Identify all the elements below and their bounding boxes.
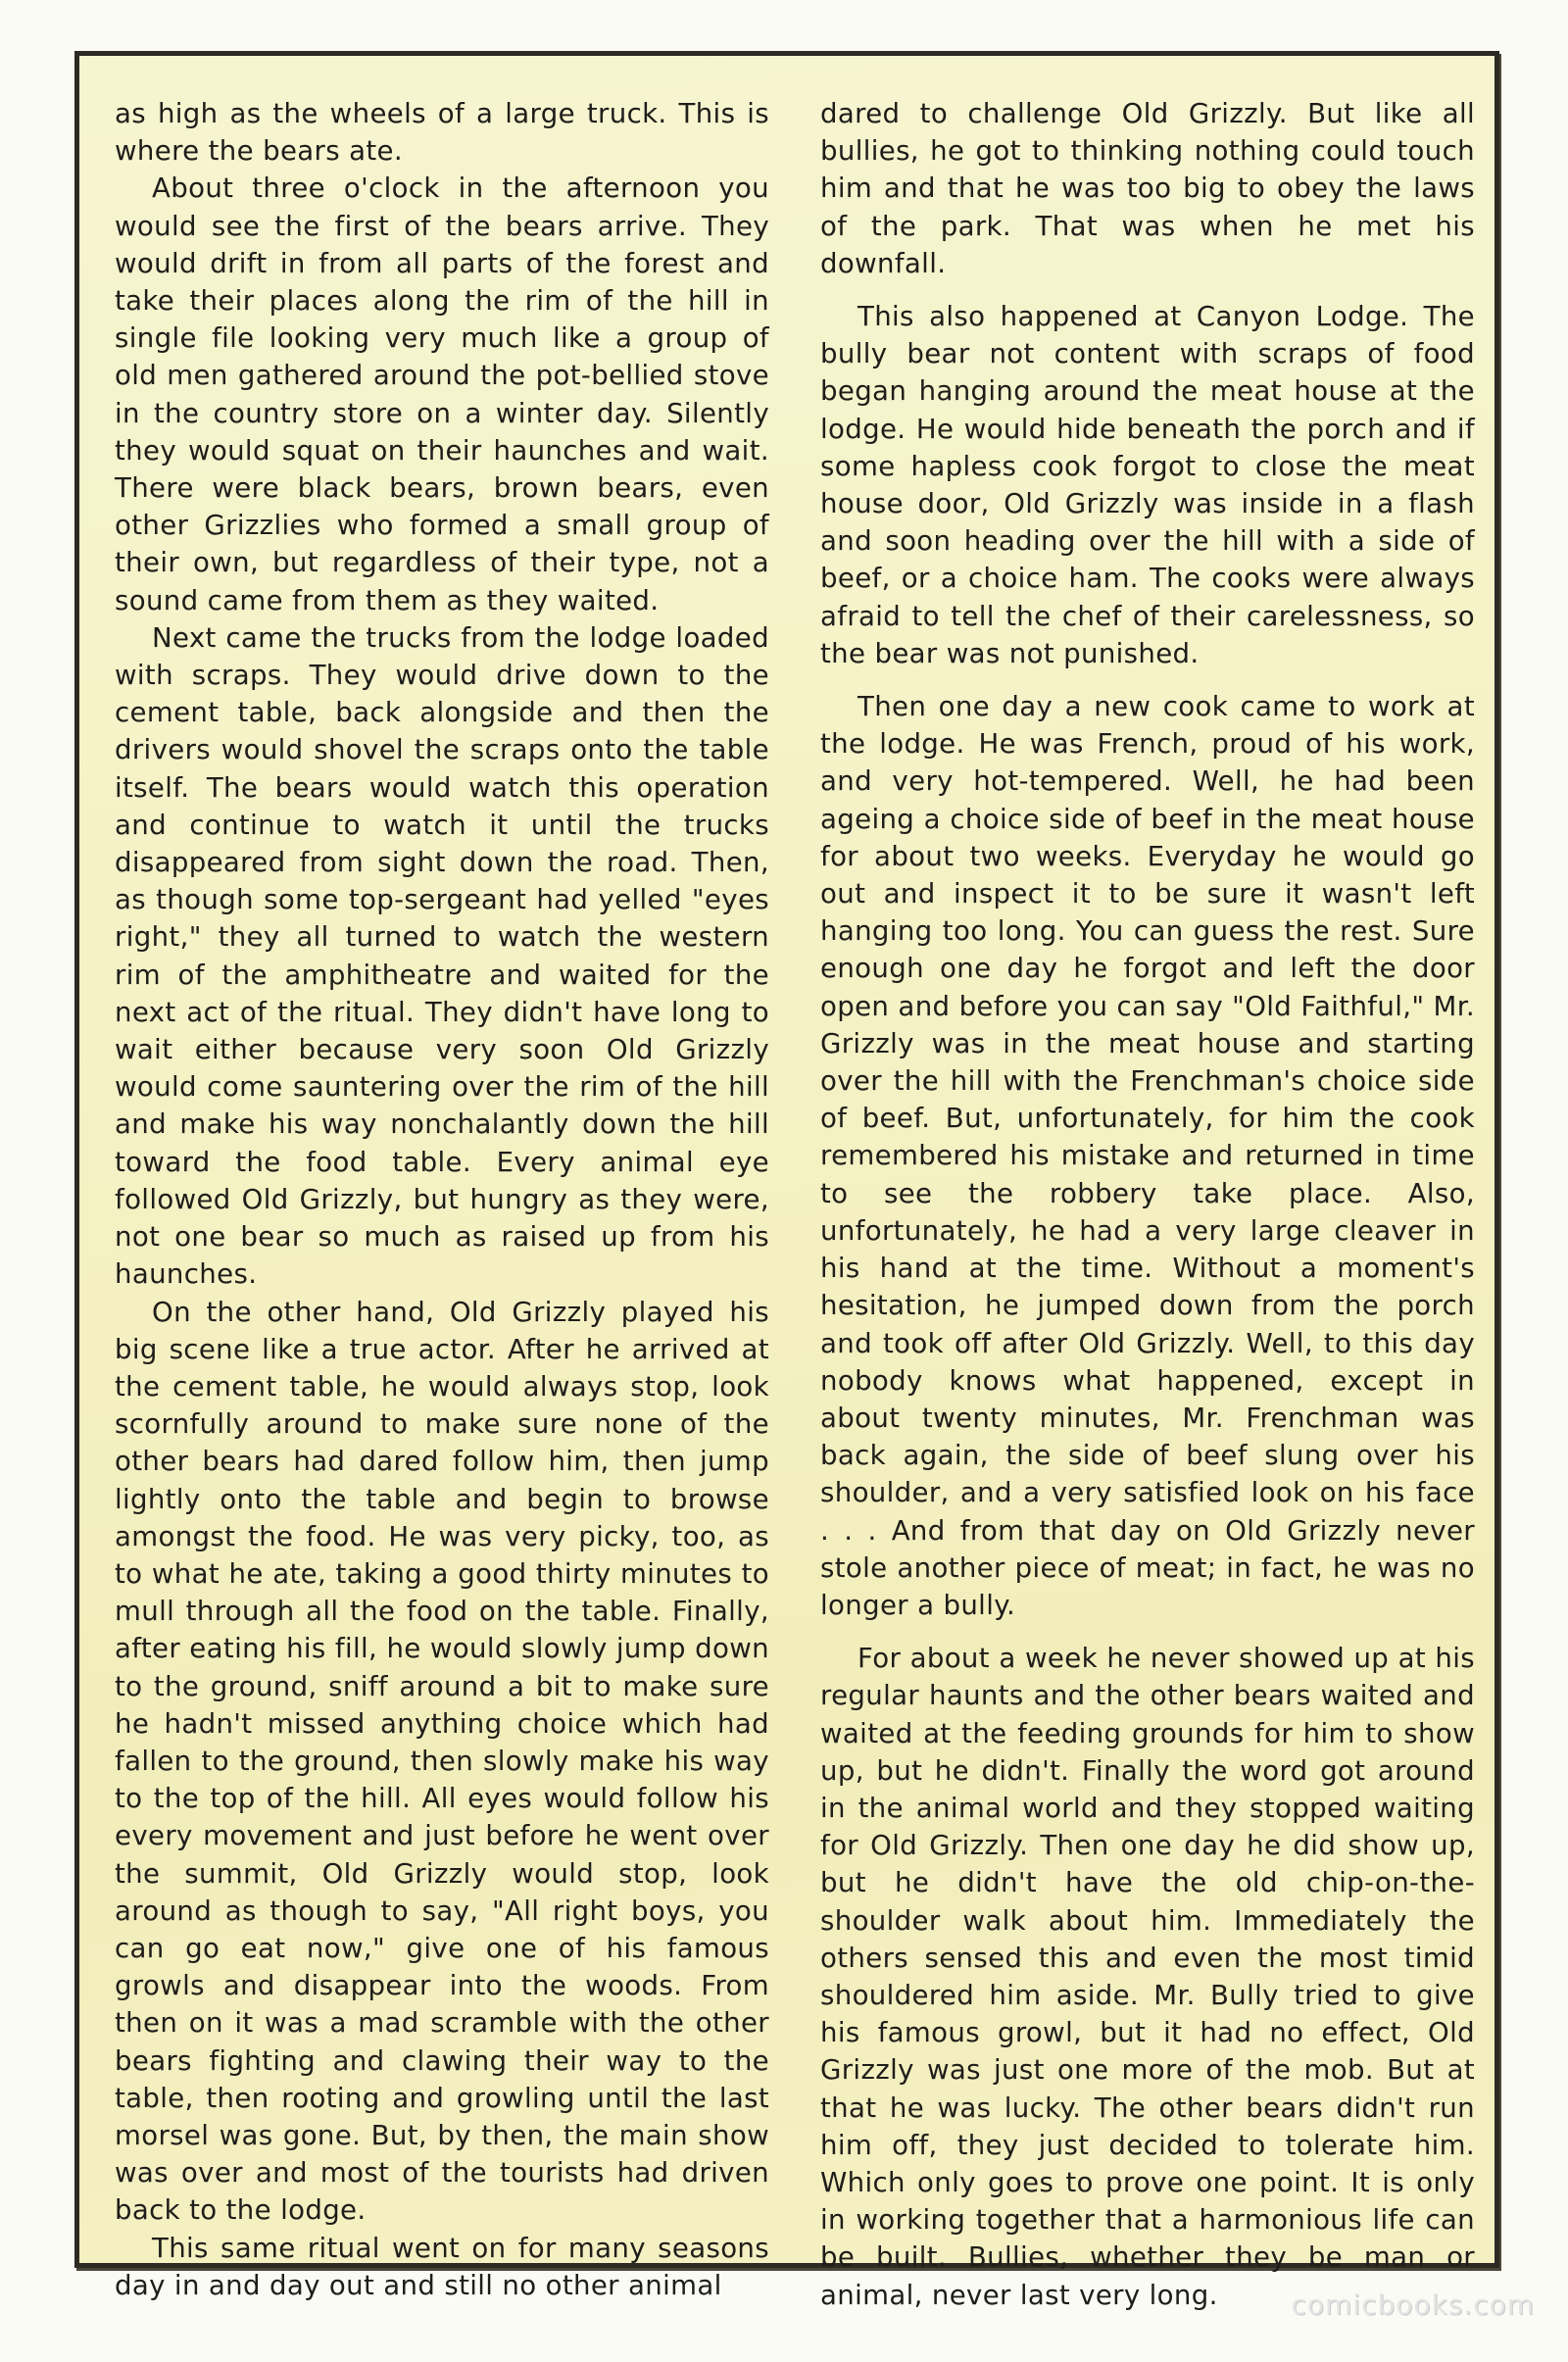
- paragraph: Then one day a new cook came to work at the lodge. He was French, proud of his work, and very hot-tempered. Well, he had been ageing a choice side of beef in the meat house for about two weeks. Everyday he would go out and inspect it to be sure it wasn't left hanging too long. You can guess the rest. Sure enough one day he forgot and left the door open and before you can say "Old Faithful," Mr. Grizzly was in the meat house and starting over the hill with the Frenchman's choice side of beef. But, unfortunately, for him the cook remembered his mistake and returned in time to see the robbery take place. Also, unfortunately, he had a very large cleaver in his hand at the time. Without a moment's hesitation, he jumped down from the porch and took off after Old Grizzly. Well, to this day nobody knows what happened, except in about twenty minutes, Mr. Frenchman was back again, the side of beef slung over his shoulder, and a very satisfied look on his face . . . And from that day on Old Grizzly never stole another piece of meat; in fact, he was no longer a bully.: [820, 690, 1475, 1621]
- paragraph: About three o'clock in the afternoon you would see the first of the bears arrive. They would drift in from all parts of the forest and take their places along the rim of the hill in single file looking very much like a group of old men gathered around the pot-bellied stove in the country store on a winter day. Silently they would squat on their haunches and wait. There were black bears, brown bears, even other Grizzlies who formed a small group of their own, but regardless of their type, not a sound came from them as they waited.: [115, 172, 769, 616]
- paragraph: This also happened at Canyon Lodge. The bully bear not content with scraps of food began hanging around the meat house at the lodge. He would hide beneath the porch and if some hapless cook forgot to close the meat house door, Old Grizzly was inside in a flash and soon heading over the hill with a side of beef, or a choice ham. The cooks were always afraid to tell the chef of their carelessness, so the bear was not punished.: [820, 300, 1475, 669]
- article-column-right: [820, 95, 1475, 2314]
- paragraph: On the other hand, Old Grizzly played his big scene like a true actor. After he arrived at the cement table, he would always stop, look scornfully around to make sure none of the other bears had dared follow him, then jump lightly onto the table and begin to browse amongst the food. He was very picky, too, as to what he ate, taking a good thirty minutes to mull through all the food on the table. Finally, after eating his fill, he would slowly jump down to the ground, sniff around a bit to make sure he hadn't missed anything choice which had fallen to the ground, then slowly make his way to the top of the hill. All eyes would follow his every movement and just before he went over the summit, Old Grizzly would stop, look around as though to say, "All right boys, you can go eat now," give one of his famous growls and disappear into the woods. From then on it was a mad scramble with the other bears fighting and clawing their way to the table, then rooting and growling until the last morsel was gone. But, by then, the main show was over and most of the tourists had driven back to the lodge.: [115, 1295, 769, 2227]
- article-column-left: [115, 95, 769, 2304]
- watermark-text: comicbooks.com: [1291, 2288, 1535, 2321]
- paragraph: as high as the wheels of a large truck. This is where the bears ate.: [115, 97, 769, 168]
- paragraph: For about a week he never showed up at his regular haunts and the other bears waited and waited at the feeding grounds for him to show up, but he didn't. Finally the word got around in the animal world and they stopped waiting for Old Grizzly. Then one day he did show up, but he didn't have the old chip-on-the-shoulder walk about him. Immediately the others sensed this and even the most timid shouldered him aside. Mr. Bully tried to give his famous growl, but it had no effect, Old Grizzly was just one more of the mob. But at that he was lucky. The other bears didn't run him off, they just decided to tolerate him. Which only goes to prove one point. It is only in working together that a harmonious life can be built. Bullies, whether they be man or animal, never last very long.: [820, 1642, 1475, 2311]
- paragraph: dared to challenge Old Grizzly. But like all bullies, he got to thinking nothing could touch him and that he was too big to obey the laws of the park. That was when he met his downfall.: [820, 97, 1475, 279]
- paragraph: This same ritual went on for many seasons day in and day out and still no other animal: [115, 2231, 769, 2301]
- paragraph: Next came the trucks from the lodge loaded with scraps. They would drive down to the cement table, back alongside and then the drivers would shovel the scraps onto the table itself. The bears would watch this operation and continue to watch it until the trucks disappeared from sight down the road. Then, as though some top-sergeant had yelled "eyes right," they all turned to watch the western rim of the amphitheatre and waited for the next act of the ritual. They didn't have long to wait either because very soon Old Grizzly would come sauntering over the rim of the hill and make his way nonchalantly down the hill toward the food table. Every animal eye followed Old Grizzly, but hungry as they were, not one bear so much as raised up from his haunches.: [115, 620, 769, 1291]
